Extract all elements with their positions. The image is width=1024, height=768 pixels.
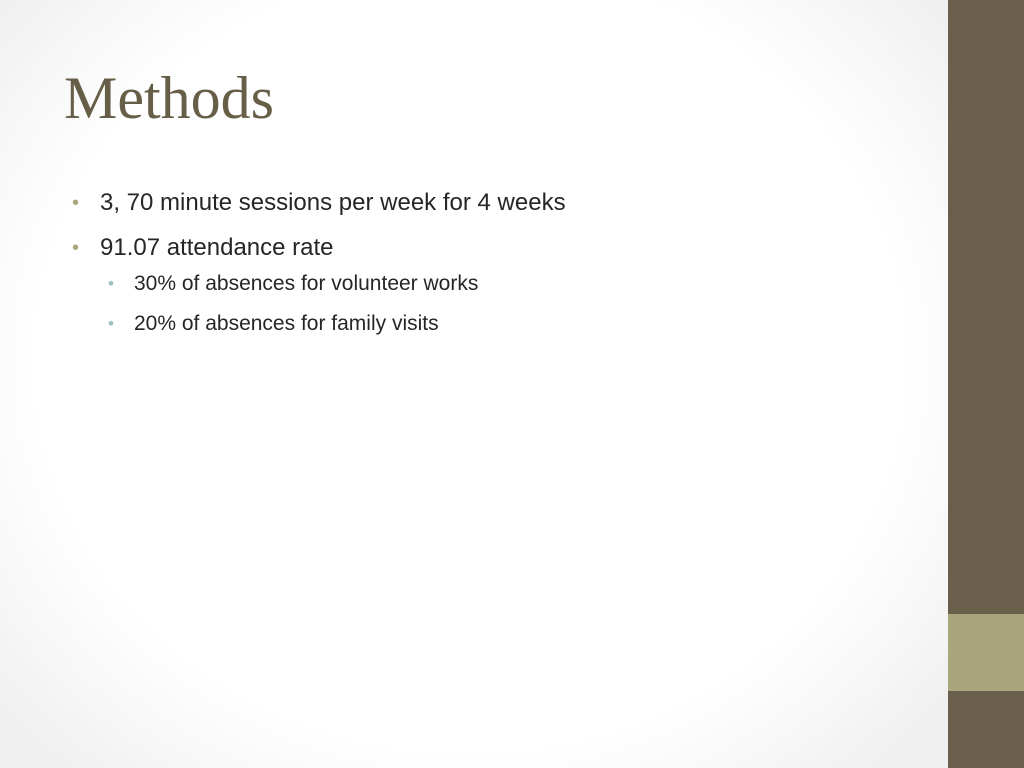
sub-bullet-text: 30% of absences for volunteer works	[134, 272, 479, 295]
sub-bullet-dot-icon: •	[108, 274, 114, 293]
decorative-sidebar-accent	[948, 614, 1024, 691]
bullet-text: 91.07 attendance rate	[100, 234, 334, 261]
sub-bullet-item	[108, 269, 566, 299]
bullet-dot-icon: •	[72, 192, 80, 214]
sub-bullet-text: 20% of absences for family visits	[134, 312, 439, 335]
sub-bullet-list	[108, 269, 566, 339]
bullet-text: 3, 70 minute sessions per week for 4 weeks	[100, 189, 566, 216]
bullet-item	[72, 186, 566, 220]
bullet-list	[72, 186, 566, 350]
sub-bullet-item	[108, 309, 566, 339]
slide-title: Methods	[64, 65, 274, 131]
bullet-dot-icon: •	[72, 237, 80, 259]
sub-bullet-dot-icon: •	[108, 314, 114, 333]
bullet-item	[72, 231, 566, 339]
